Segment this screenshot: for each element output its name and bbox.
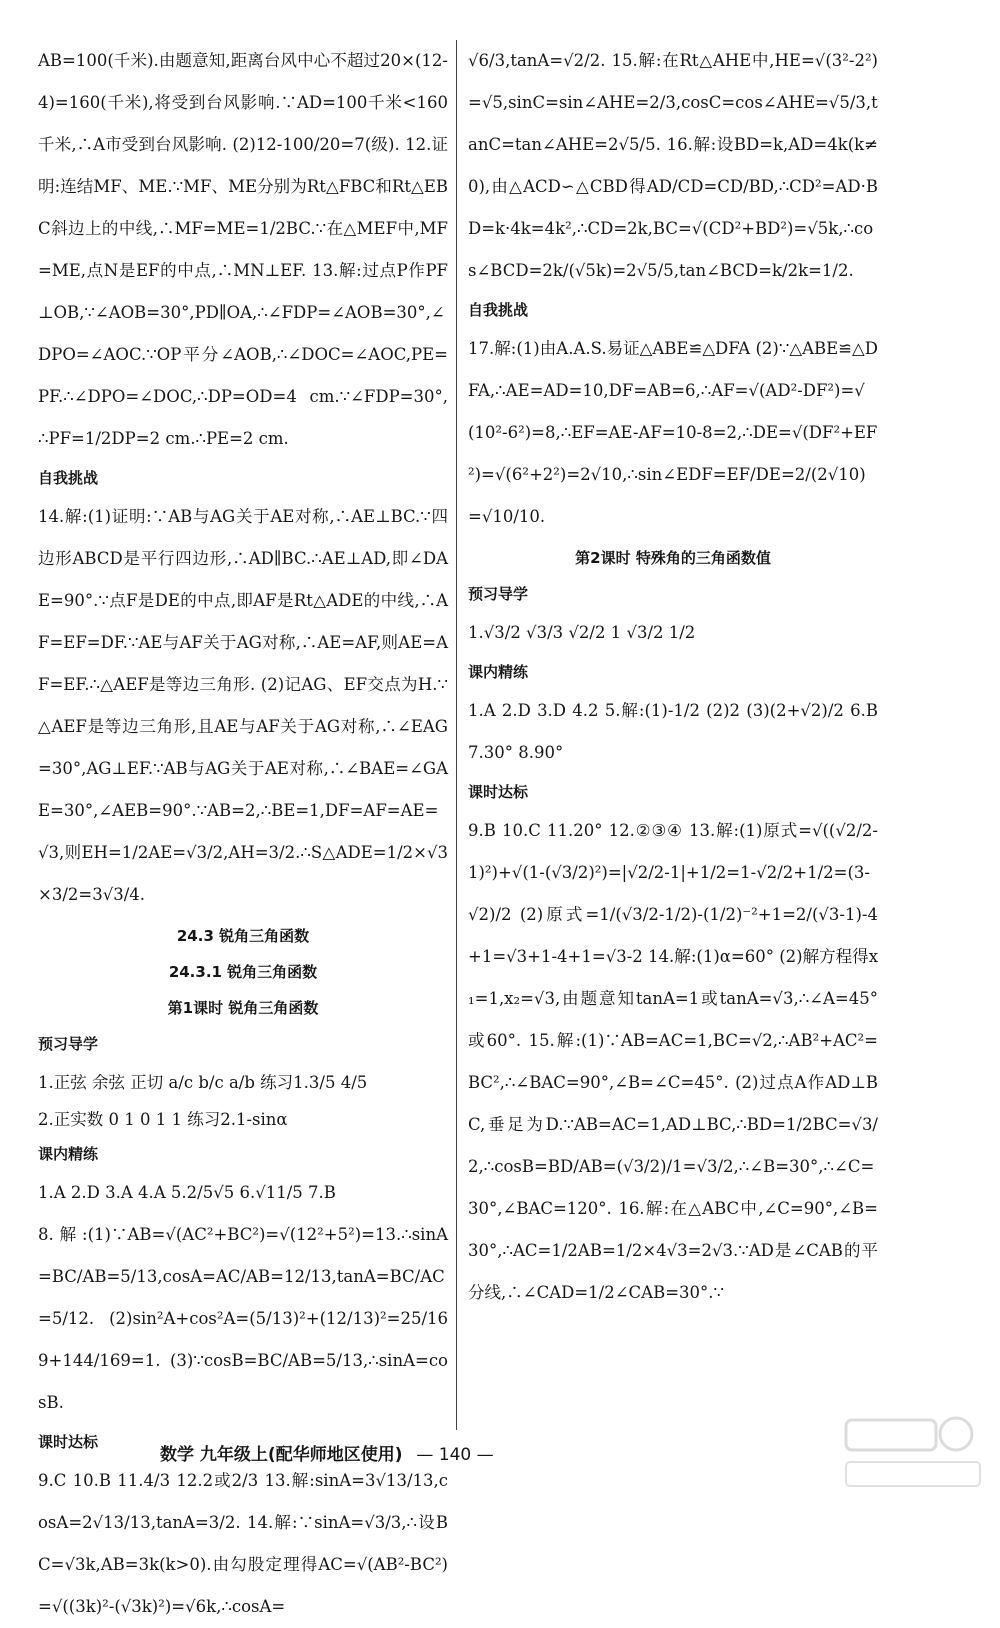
lesson-title-2: 第2课时 特殊角的三角函数值 [575,549,771,567]
section-heading-practice: 课内精练 [38,1145,99,1163]
left-column [38,40,448,1628]
footer-subject: 数学 [160,1445,194,1465]
left-paragraph-6: 8.解:(1)∵AB=√(AC²+BC²)=√(12²+5²)=13.∴sinA=BC/AB=5/13,cosA=AC/AB=12/13,tanA=BC/AC=5/12. (2)sin²A+cos²A=(5/13)²+(12/13)²=25/169+144/169=1. (3)∵cosB=BC/AB=5/13,∴sinA=cosB. [38,1225,448,1412]
section-title-24-3-1: 24.3.1 锐角三角函数 [168,963,318,981]
right-paragraph-1: √6/3,tanA=√2/2. 15.解:在Rt△AHE中,HE=√(3²-2²)=√5,sinC=sin∠AHE=2/3,cosC=cos∠AHE=√5/3,tanC=tan∠AHE=2√5/5. 16.解:设BD=k,AD=4k(k≠0),由△ACD∽△CBD得AD/CD=CD/BD,∴CD²=AD·BD=k·4k=4k²,∴CD=2k,BC=√(CD²+BD²)=√5k,∴cos∠BCD=2k/(√5k)=2√5/5,tan∠BCD=k/2k=1/2. [468,51,878,280]
section-heading-practice-2: 课内精练 [468,663,529,681]
left-paragraph-1: AB=100(千米).由题意知,距离台风中心不超过20×(12-4)=160(千米),将受到台风影响.∵AD=100千米<160千米,∴A市受到台风影响. (2)12-100/20=7(级). 12.证明:连结MF、ME.∵MF、ME分别为Rt△FBC和Rt△EBC斜边上的中线,∴MF=ME=1/2BC.∵在△MEF中,MF=ME,点N是EF的中点,∴MN⊥EF. 13.解:过点P作PF⊥OB,∵∠AOB=30°,PD∥OA,∴∠FDP=∠AOB=30°,∠DPO=∠AOC.∵OP平分∠AOB,∴∠DOC=∠AOC,PE=PF.∴∠DPO=∠DOC,∴DP=OD=4 cm.∵∠FDP=30°,∴PF=1/2DP=2 cm.∴PE=2 cm. [38,51,448,448]
right-paragraph-2: 17.解:(1)由A.A.S.易证△ABE≌△DFA (2)∵△ABE≌△DFA,∴AE=AD=10,DF=AB=6,∴AF=√(AD²-DF²)=√(10²-6²)=8,∴EF=AE-AF=10-8=2,∴DE=√(DF²+EF²)=√(6²+2²)=2√10,∴sin∠EDF=EF/DE=2/(2√10)=√10/10. [468,339,878,526]
left-paragraph-2: 14.解:(1)证明:∵AB与AG关于AE对称,∴AE⊥BC.∵四边形ABCD是平行四边形,∴AD∥BC.∴AE⊥AD,即∠DAE=90°.∵点F是DE的中点,即AF是Rt△ADE的中线,∴AF=EF=DF.∵AE与AF关于AG对称,∴AE=AF,则AE=AF=EF.∴△AEF是等边三角形. (2)记AG、EF交点为H.∵△AEF是等边三角形,且AE与AF关于AG对称,∴∠EAG=30°,AG⊥EF.∵AB与AG关于AE对称,∴∠BAE=∠GAE=30°,∠AEB=90°.∵AB=2,∴BE=1,DF=AF=AE=√3,则EH=1/2AE=√3/2,AH=3/2.∴S△ADE=1/2×√3×3/2=3√3/4. [38,507,448,904]
right-paragraph-5: 9.B 10.C 11.20° 12.②③④ 13.解:(1)原式=√((√2/2-1)²)+√(1-(√3/2)²)=|√2/2-1|+1/2=1-√2/2+1/2=(3-√2)/2 (2)原式=1/(√3/2-1/2)-(1/2)⁻²+1=2/(√3-1)-4+1=√3+1-4+1=√3-2 14.解:(1)α=60° (2)解方程得x₁=1,x₂=√3,由题意知tanA=1或tanA=√3,∴∠A=45°或60°. 15.解:(1)∵AB=AC=1,BC=√2,∴AB²+AC²=BC²,∴∠BAC=90°,∠B=∠C=45°. (2)过点A作AD⊥BC,垂足为D.∵AB=AC=1,AD⊥BC,∴BD=1/2BC=√3/2,∴cosB=BD/AB=(√3/2)/1=√3/2,∴∠B=30°,∴∠C=30°,∠BAC=120°. 16.解:在△ABC中,∠C=90°,∠B=30°,∴AC=1/2AB=1/2×4√3=2√3.∵AD是∠CAB的平分线,∴∠CAD=1/2∠CAB=30°.∵ [468,821,878,1302]
section-heading-self-challenge-2: 自我挑战 [468,301,529,319]
section-heading-preview: 预习导学 [38,1035,99,1053]
section-heading-standard-2: 课时达标 [468,783,529,801]
page-footer [160,1440,680,1465]
right-paragraph-3: 1.√3/2 √3/3 √2/2 1 √3/2 1/2 [468,623,696,642]
left-paragraph-3: 1.正弦 余弦 正切 a/c b/c a/b 练习1.3/5 4/5 [38,1073,368,1092]
page-number: — 140 — [416,1445,494,1465]
section-title-24-3: 24.3 锐角三角函数 [176,927,310,945]
left-paragraph-7: 9.C 10.B 11.4/3 12.2或2/3 13.解:sinA=3√13/13,cosA=2√13/13,tanA=3/2. 14.解:∵sinA=√3/3,∴设BC=√3k,AB=3k(k>0).由勾股定理得AC=√(AB²-BC²)=√((3k)²-(√3k)²)=√6k,∴cosA= [38,1471,448,1616]
column-divider [456,40,457,1430]
watermark-logo [838,1412,988,1492]
footer-grade: 九年级上(配华师地区使用) [199,1445,403,1465]
section-heading-self-challenge: 自我挑战 [38,469,99,487]
left-paragraph-5: 1.A 2.D 3.A 4.A 5.2/5√5 6.√11/5 7.B [38,1183,336,1202]
lesson-title-1: 第1课时 锐角三角函数 [167,999,319,1017]
right-paragraph-4: 1.A 2.D 3.D 4.2 5.解:(1)-1/2 (2)2 (3)(2+√2)/2 6.B 7.30° 8.90° [468,701,878,762]
section-heading-standard: 课时达标 [38,1433,99,1451]
right-column [468,40,878,1314]
section-heading-preview-2: 预习导学 [468,585,529,603]
left-paragraph-4: 2.正实数 0 1 0 1 1 练习2.1-sinα [38,1110,288,1129]
